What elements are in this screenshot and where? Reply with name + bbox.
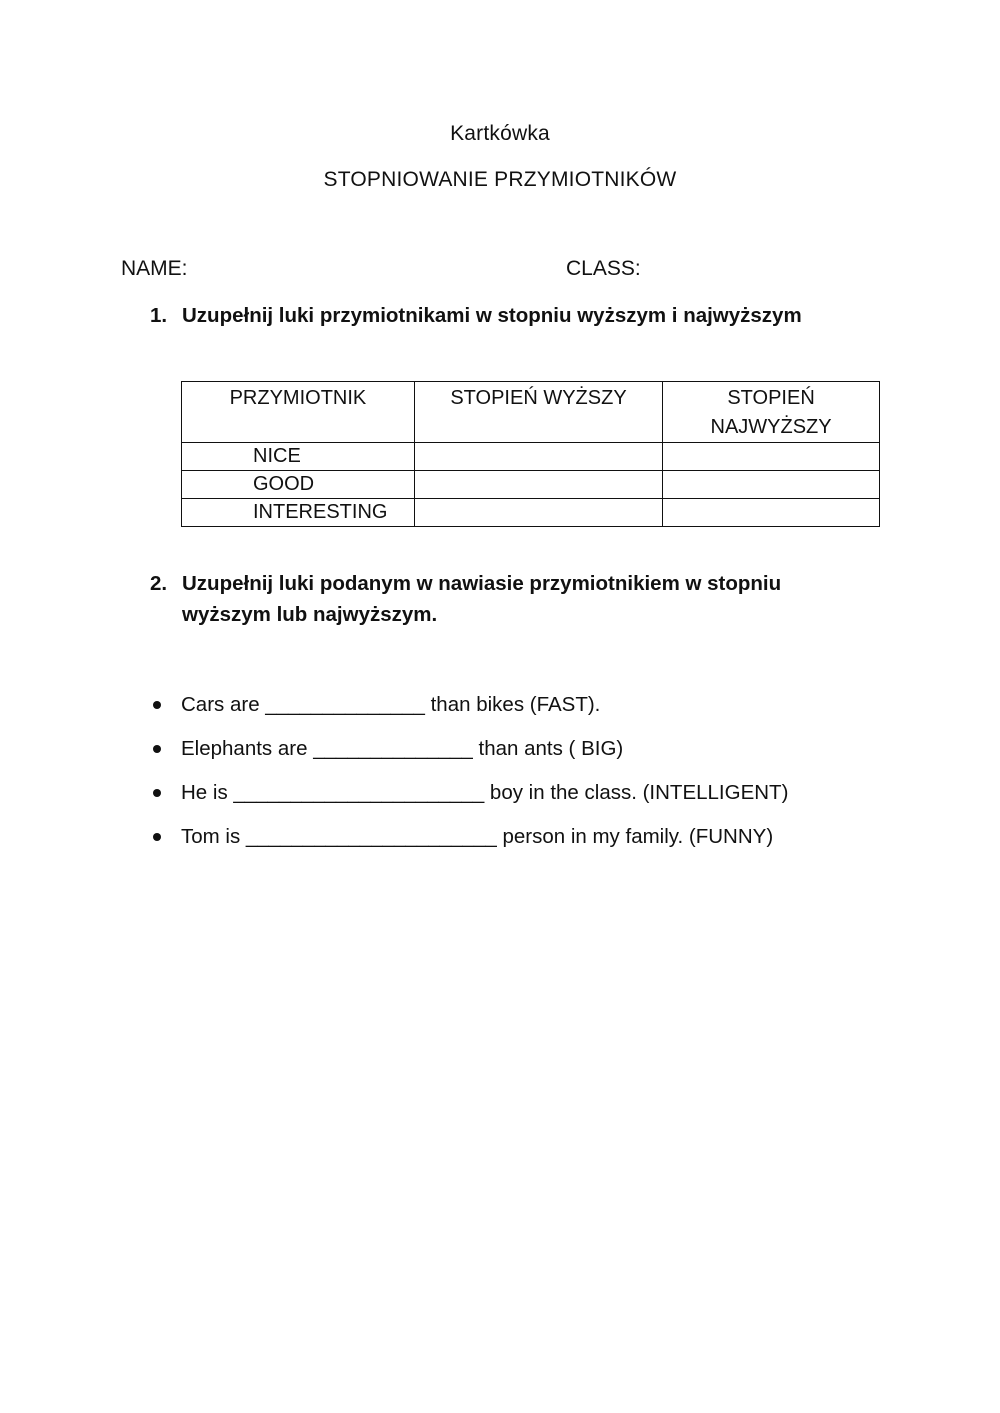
sentence-list <box>150 690 910 866</box>
superlative-answer-cell[interactable] <box>663 471 880 499</box>
table-header-row <box>182 382 880 443</box>
superlative-answer-cell[interactable] <box>663 443 880 471</box>
bullet-icon <box>153 833 161 841</box>
list-item <box>150 734 910 778</box>
task-1-instruction <box>150 300 870 331</box>
page-subtitle: STOPNIOWANIE PRZYMIOTNIKÓW <box>323 168 677 191</box>
table-row <box>182 499 880 527</box>
table-header-cell: STOPIEŃ NAJWYŻSZY <box>663 382 880 443</box>
comparative-answer-cell[interactable] <box>414 499 662 527</box>
table-row <box>182 443 880 471</box>
table-row <box>182 471 880 499</box>
superlative-answer-cell[interactable] <box>663 499 880 527</box>
adjective-cell: GOOD <box>182 471 415 499</box>
page-title: Kartkówka <box>450 122 550 145</box>
bullet-icon <box>153 745 161 753</box>
list-item <box>150 778 910 822</box>
class-label: CLASS: <box>566 257 641 280</box>
bullet-icon <box>153 701 161 709</box>
list-item <box>150 690 910 734</box>
adjectives-table <box>181 381 880 527</box>
sentence-text[interactable]: Elephants are ______________ than ants ( BIG) <box>181 737 624 760</box>
comparative-answer-cell[interactable] <box>414 471 662 499</box>
sentence-text[interactable]: He is ______________________ boy in the class. (INTELLIGENT) <box>181 781 789 804</box>
table-header-cell: PRZYMIOTNIK <box>182 382 415 443</box>
task-1-text: Uzupełnij luki przymiotnikami w stopniu wyższym i najwyższym <box>182 304 802 327</box>
adjective-cell: NICE <box>182 443 415 471</box>
name-label: NAME: <box>121 257 188 280</box>
sentence-text[interactable]: Cars are ______________ than bikes (FAST). <box>181 693 601 716</box>
sentence-text[interactable]: Tom is ______________________ person in my family. (FUNNY) <box>181 825 774 848</box>
task-1-number: 1. <box>150 304 168 327</box>
list-item <box>150 822 910 866</box>
task-2-number: 2. <box>150 572 168 595</box>
table-header-cell: STOPIEŃ WYŻSZY <box>414 382 662 443</box>
task-2-instruction <box>150 568 830 630</box>
comparative-answer-cell[interactable] <box>414 443 662 471</box>
adjective-cell: INTERESTING <box>182 499 415 527</box>
bullet-icon <box>153 789 161 797</box>
task-2-text: Uzupełnij luki podanym w nawiasie przymiotnikiem w stopniu wyższym lub najwyższym. <box>182 572 782 626</box>
